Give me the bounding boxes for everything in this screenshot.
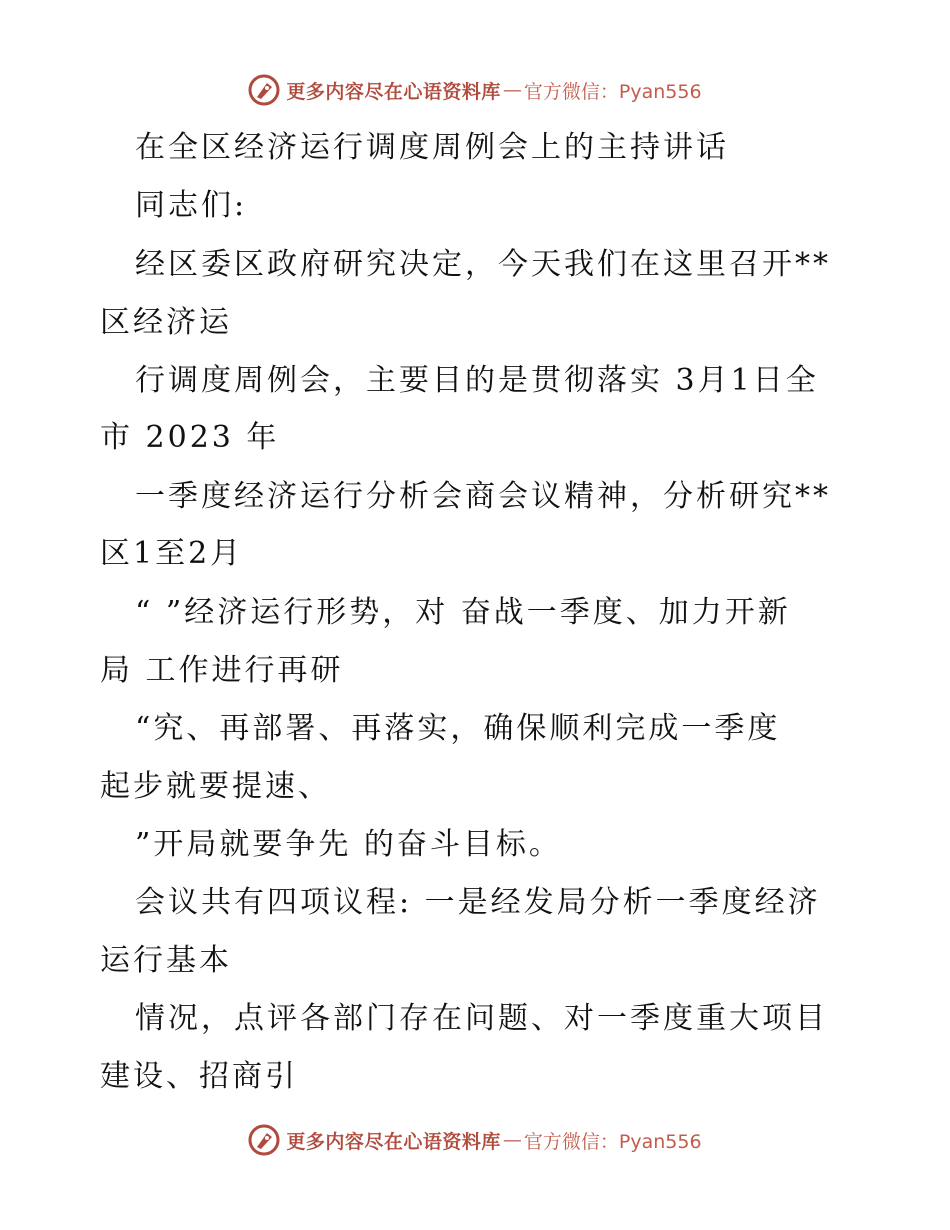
text-line: 建设、招商引: [100, 1059, 298, 1094]
text-line: 局 工作进行再研: [100, 653, 344, 688]
document-title: 在全区经济运行调度周例会上的主持讲话: [135, 130, 729, 165]
text-line: 区经济运: [100, 305, 232, 340]
text-line: 起步就要提速、: [100, 769, 331, 804]
watermark-wechat-text: 官方微信：Pyan556: [523, 1130, 702, 1153]
greeting-line: 同志们:: [135, 188, 248, 223]
text-line: 一季度经济运行分析会商会议精神，分析研究**: [135, 479, 831, 514]
text-line: “ ”经济运行形势，对 奋战一季度、加力开新: [135, 595, 791, 630]
pen-nib-logo-icon: [248, 1124, 280, 1156]
text-line: 经区委区政府研究决定，今天我们在这里召开**: [135, 247, 831, 282]
watermark-dash: —: [502, 1129, 522, 1151]
text-line: 会议共有四项议程: 一是经发局分析一季度经济: [135, 885, 821, 920]
text-line: “究、再部署、再落实，确保顺利完成一季度: [135, 711, 781, 746]
text-line: 运行基本: [100, 943, 232, 978]
footer-watermark: [0, 1122, 950, 1158]
text-line: 市 2023 年: [100, 420, 280, 455]
watermark-wechat-text: 官方微信：Pyan556: [523, 80, 702, 103]
watermark-lead-text: 更多内容尽在心语资料库: [286, 80, 501, 103]
text-line: 行调度周例会，主要目的是贯彻落实 3月1日全: [135, 363, 819, 398]
text-line: ”开局就要争先 的奋斗目标。: [135, 827, 562, 862]
watermark-lead-text: 更多内容尽在心语资料库: [286, 1130, 501, 1153]
text-line: 情况，点评各部门存在问题、对一季度重大项目: [135, 1001, 828, 1036]
text-line: 区1至2月: [100, 536, 244, 571]
watermark-dash: —: [502, 79, 522, 101]
